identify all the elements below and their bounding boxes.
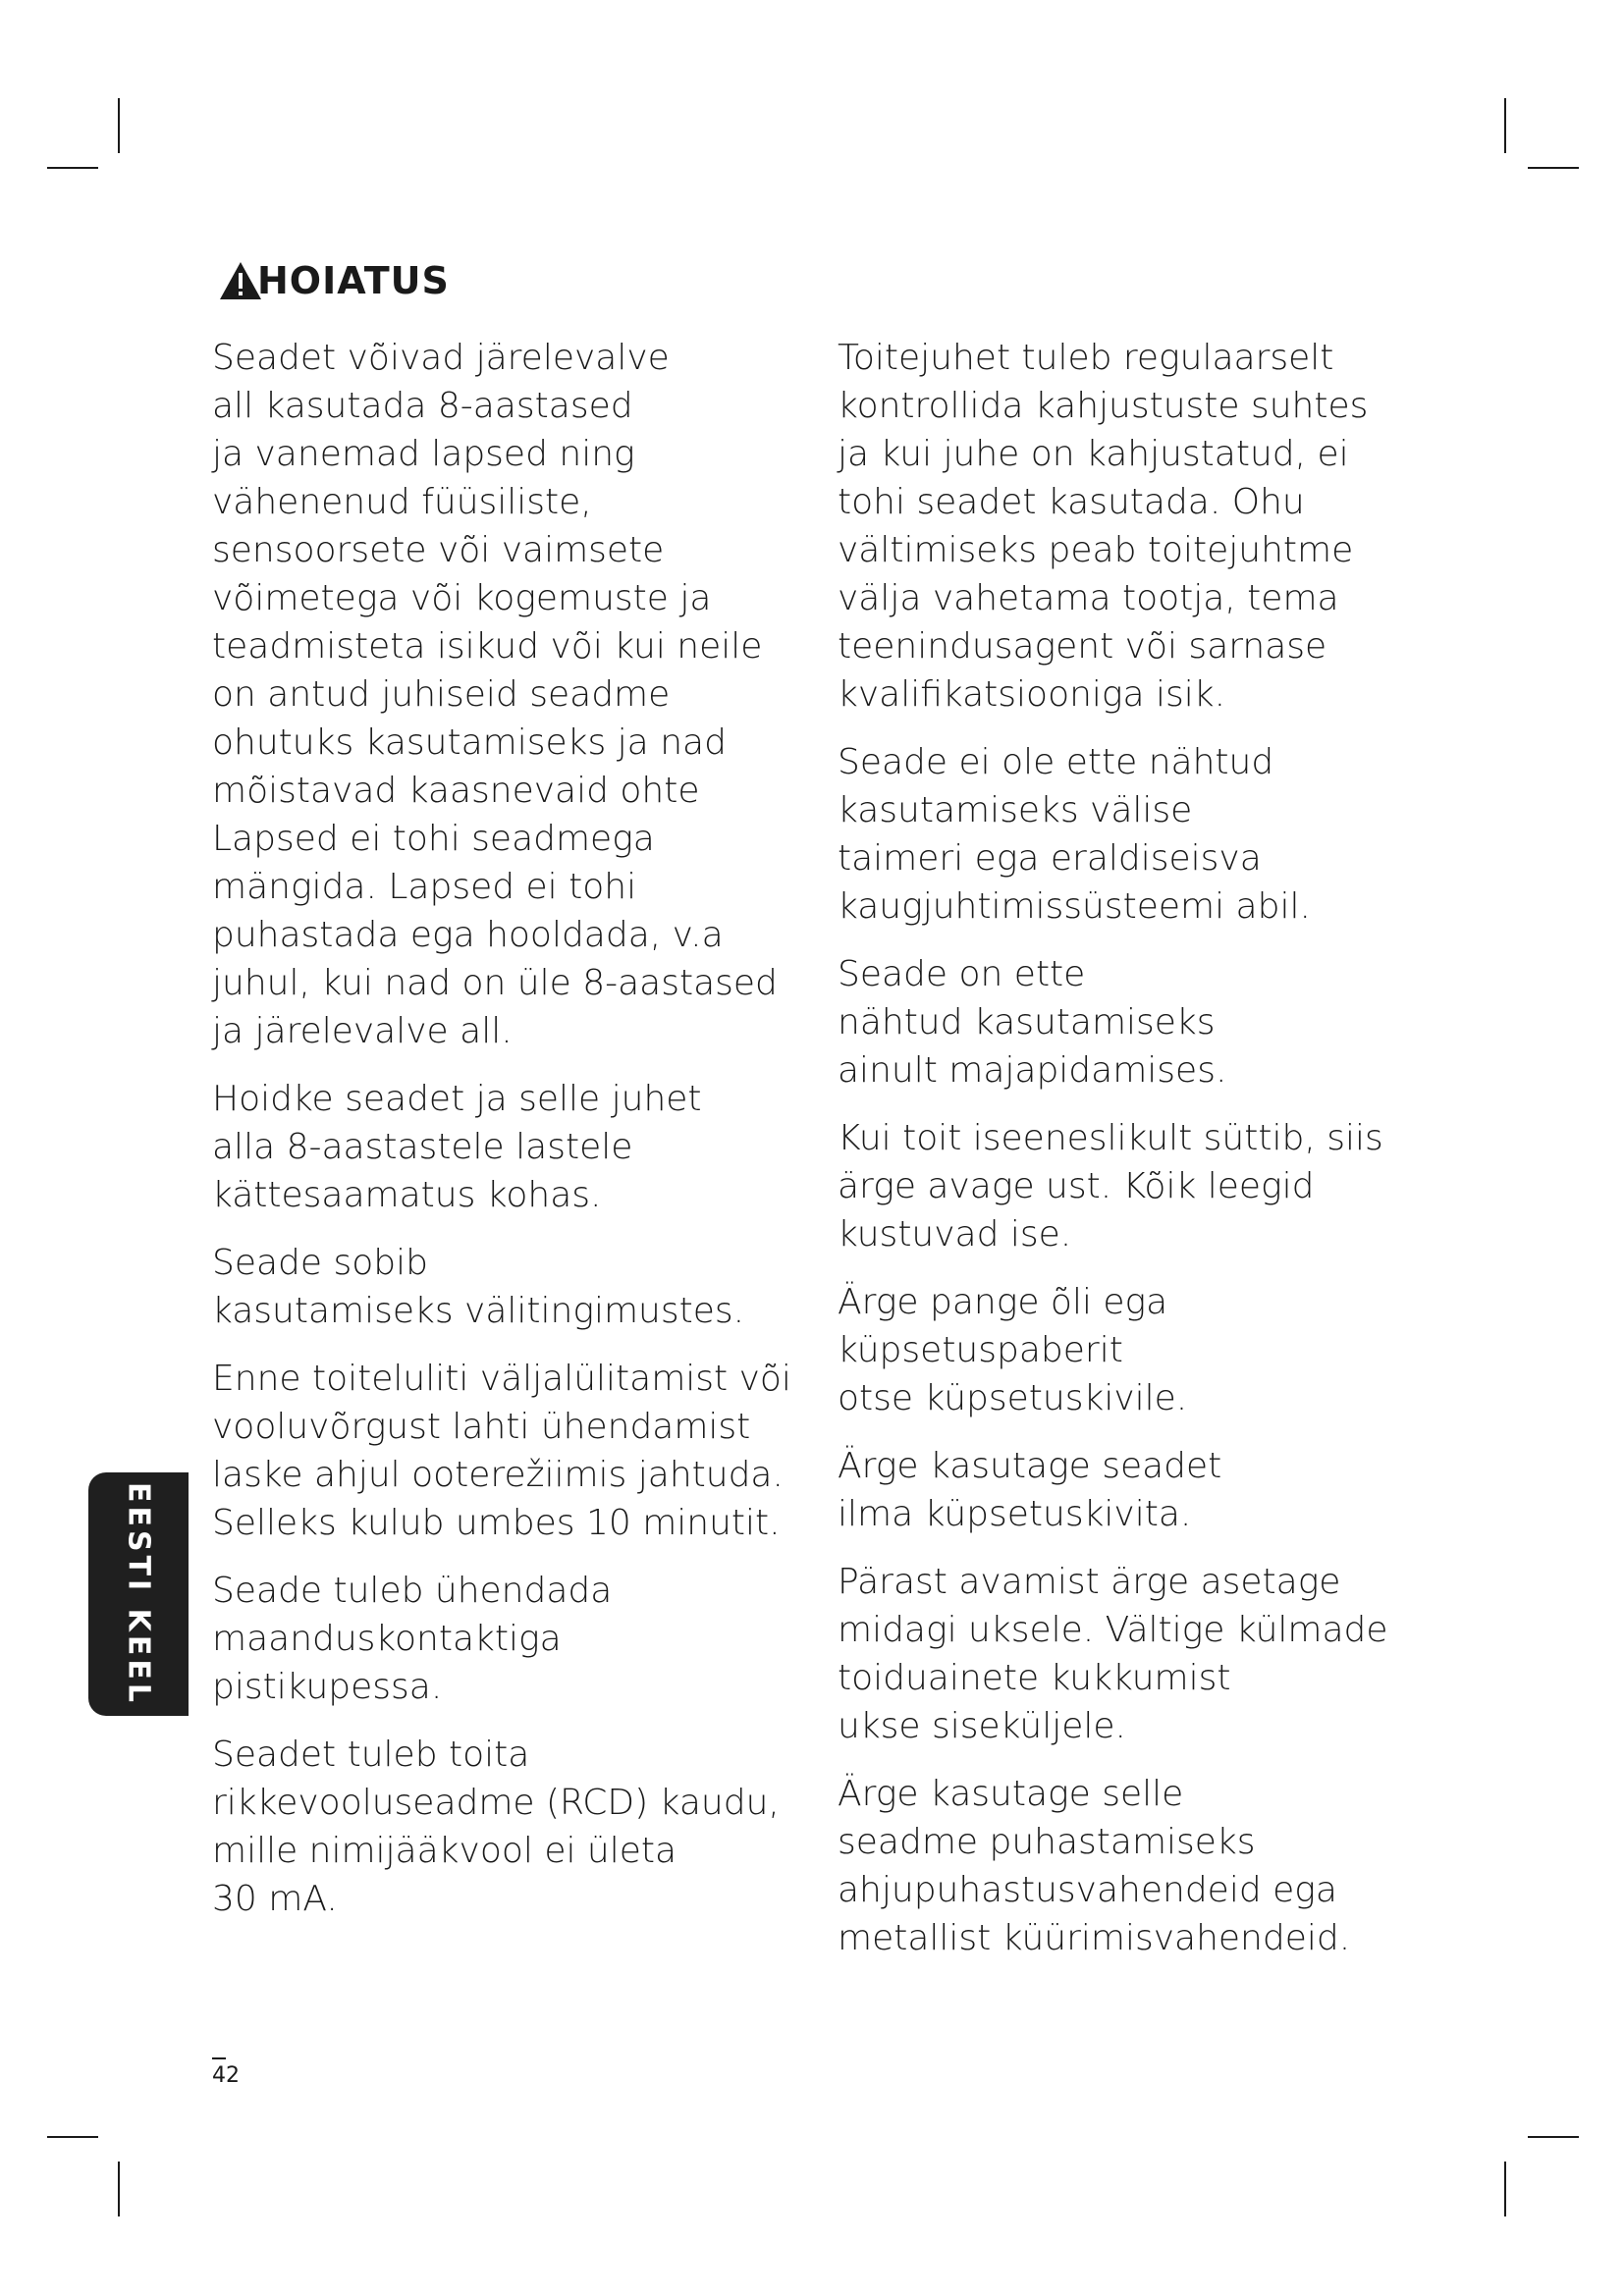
- crop-mark-top-right-horizontal: [1528, 167, 1579, 169]
- page-number-bar: [212, 2057, 226, 2059]
- paragraph-door: Pärast avamist ärge asetage midagi uksele. Vältige külmade toiduainete kukkumist ukse siseküljele.: [838, 1562, 1388, 1746]
- language-side-tab: [88, 1472, 189, 1716]
- paragraph-cooldown: Enne toiteluliti väljalülitamist või vooluvõrgust lahti ühendamist laske ahjul ooterežiimis jahtuda. Selleks kulub umbes 10 minutit.: [212, 1359, 791, 1543]
- paragraph-baking-stone: Ärge kasutage seadet ilma küpsetuskivita.: [838, 1446, 1222, 1534]
- paragraph-household: Seade on ette nähtud kasutamiseks ainult majapidamises.: [838, 954, 1227, 1091]
- crop-mark-bottom-right-horizontal: [1528, 2136, 1579, 2138]
- paragraph-power-cord: Toitejuhet tuleb regulaarselt kontrollida kahjustuste suhtes ja kui juhe on kahjustatud, ei tohi seadet kasutada. Ohu vältimiseks peab toitejuhtme välja vahetama tootja, tema teenindusagent või sarnase kvalifikatsiooniga isik.: [838, 338, 1369, 715]
- crop-mark-bottom-left-horizontal: [47, 2136, 98, 2138]
- page-number: 42: [212, 2063, 240, 2088]
- crop-mark-bottom-right-vertical: [1504, 2162, 1506, 2216]
- language-tab-label: EESTI KEEL: [121, 1481, 156, 1707]
- left-column: [212, 334, 811, 1943]
- paragraph-supervision: Seadet võivad järelevalve all kasutada 8-aastased ja vanemad lapsed ning vähenenud füüsiliste, sensoorsete või vaimsete võimetega või kogemuste ja teadmisteta isikud või kui neile on antud juhiseid seadme ohutuks kasutamiseks ja nad mõistavad kaasnevaid ohte Lapsed ei tohi seadmega mängida. Lapsed ei tohi puhastada ega hooldada, v.a juhul, kui nad on üle 8-aastased ja järelevalve all.: [212, 338, 778, 1051]
- paragraph-outdoor-use: Seade sobib kasutamiseks välitingimustes.: [212, 1243, 745, 1331]
- paragraph-fire: Kui toit iseeneslikult süttib, siis ärge avage ust. Kõik leegid kustuvad ise.: [838, 1118, 1383, 1255]
- crop-mark-top-right-vertical: [1504, 98, 1506, 153]
- paragraph-grounding: Seade tuleb ühendada maanduskontaktiga pistikupessa.: [212, 1571, 613, 1707]
- warning-triangle-icon: [218, 260, 257, 301]
- crop-mark-top-left-horizontal: [47, 167, 98, 169]
- heading-title: HOIATUS: [257, 259, 450, 302]
- paragraph-oil-paper: Ärge pange õli ega küpsetuspaberit otse küpsetuskivile.: [838, 1282, 1188, 1418]
- right-column: [838, 334, 1417, 1982]
- warning-heading: [218, 259, 450, 302]
- crop-mark-top-left-vertical: [118, 98, 120, 153]
- paragraph-rcd: Seadet tuleb toita rikkevooluseadme (RCD) kaudu, mille nimijääkvool ei ületa 30 mA.: [212, 1735, 780, 1919]
- crop-mark-bottom-left-vertical: [118, 2162, 120, 2216]
- paragraph-timer: Seade ei ole ette nähtud kasutamiseks välise taimeri ega eraldiseisva kaugjuhtimissüsteemi abil.: [838, 742, 1311, 927]
- page-footer: [212, 2057, 240, 2088]
- paragraph-keep-away: Hoidke seadet ja selle juhet alla 8-aastastele lastele kättesaamatus kohas.: [212, 1079, 702, 1215]
- paragraph-cleaning: Ärge kasutage selle seadme puhastamiseks ahjupuhastusvahendeid ega metallist küürimisvahendeid.: [838, 1774, 1351, 1958]
